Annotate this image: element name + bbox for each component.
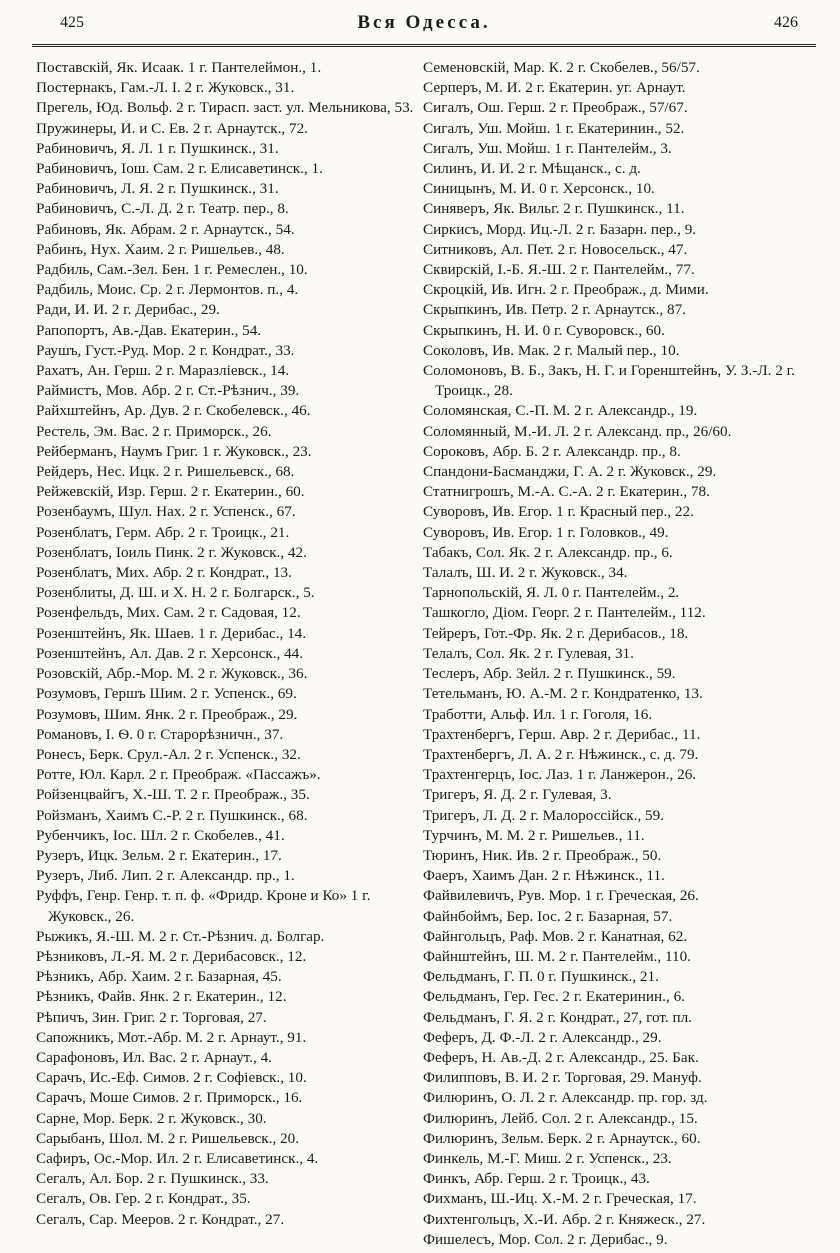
directory-entry: Сафиръ, Ос.-Мор. Ил. 2 г. Елисаветинск., 4. bbox=[36, 1149, 319, 1167]
directory-entry: Филюринъ, Зельм. Берк. 2 г. Арнаутск., 60. bbox=[423, 1129, 701, 1147]
directory-entry: Сигалъ, Ош. Герш. 2 г. Преображ., 57/67. bbox=[423, 99, 688, 117]
directory-entry: Финкель, М.-Г. Миш. 2 г. Успенск., 23. bbox=[423, 1149, 672, 1167]
directory-entry: Розовскій, Абр.-Мор. М. 2 г. Жуковск., 36. bbox=[36, 665, 308, 683]
directory-entry: Руффъ, Генр. Генр. т. п. ф. «Фридр. Кроне и Ко» 1 г. Жуковск., 26. bbox=[36, 887, 371, 925]
directory-entry: Серперъ, М. И. 2 г. Екатерин. уг. Арнаут. bbox=[423, 79, 686, 97]
directory-entry: Сегалъ, Сар. Мееров. 2 г. Кондрат., 27. bbox=[36, 1210, 285, 1228]
directory-entry: Рестель, Эм. Вас. 2 г. Приморск., 26. bbox=[36, 422, 272, 440]
directory-entry: Семеновскій, Мар. К. 2 г. Скобелев., 56/57. bbox=[423, 59, 700, 76]
directory-entry: Скрыпкинъ, Н. И. 0 г. Суворовск., 60. bbox=[423, 321, 665, 339]
directory-entry: Рейжевскій, Изр. Герш. 2 г. Екатерин., 60. bbox=[36, 483, 305, 501]
directory-entry: Сарачъ, Ис.-Еф. Симов. 2 г. Софіевск., 10. bbox=[36, 1069, 307, 1087]
directory-entry: Соломоновъ, В. Б., Закъ, Н. Г. и Горенштейнъ, У. З.-Л. 2 г. Троицк., 28. bbox=[423, 362, 795, 400]
directory-entry: Розенблатъ, Іоиль Пинк. 2 г. Жуковск., 42. bbox=[36, 543, 307, 561]
directory-entry: Розумовъ, Шим. Янк. 2 г. Преображ., 29. bbox=[36, 705, 298, 723]
directory-entry: Тработти, Альф. Ил. 1 г. Гоголя, 16. bbox=[423, 705, 653, 723]
directory-entry: Сегалъ, Ов. Гер. 2 г. Кондрат., 35. bbox=[36, 1190, 251, 1208]
directory-entry: Скрыпкинъ, Ив. Петр. 2 г. Арнаутск., 87. bbox=[423, 301, 687, 319]
directory-entry: Рѣзниковъ, Л.-Я. М. 2 г. Дерибасовск., 12. bbox=[36, 947, 307, 965]
directory-entry: Фихтенгольцъ, Х.-И. Абр. 2 г. Княжеск., 27. bbox=[423, 1210, 706, 1228]
directory-entry: Тарнопольскій, Я. Л. 0 г. Пантелейм., 2. bbox=[423, 584, 680, 602]
directory-entry: Файнбоймъ, Бер. Іос. 2 г. Базарная, 57. bbox=[423, 907, 673, 925]
directory-entry: Скроцкій, Ив. Игн. 2 г. Преображ., д. Мими. bbox=[423, 281, 709, 299]
directory-entry: Раушъ, Густ.-Руд. Мор. 2 г. Кондрат., 33. bbox=[36, 341, 295, 359]
directory-entry: Розенштейнъ, Ал. Дав. 2 г. Херсонск., 44. bbox=[36, 644, 304, 662]
directory-entry: Филюринъ, О. Л. 2 г. Александр. пр. гор. зд. bbox=[423, 1089, 708, 1107]
directory-entry: Соколовъ, Ив. Мак. 2 г. Малый пер., 10. bbox=[423, 341, 680, 359]
directory-entry: Трахтенбергъ, Герш. Авр. 2 г. Дерибас., 11. bbox=[423, 725, 701, 743]
header-rule bbox=[32, 44, 816, 47]
directory-entry: Ради, И. И. 2 г. Дерибас., 29. bbox=[36, 301, 220, 319]
directory-entry: Соломянская, С.-П. М. 2 г. Александр., 19. bbox=[423, 402, 698, 420]
directory-entry: Силинъ, И. И. 2 г. Мѣщанск., с. д. bbox=[423, 160, 641, 178]
directory-entry: Тригеръ, Л. Д. 2 г. Малороссійск., 59. bbox=[423, 806, 665, 824]
directory-entry: Фихманъ, Ш.-Иц. Х.-М. 2 г. Греческая, 17. bbox=[423, 1190, 697, 1208]
directory-entry: Ротте, Юл. Карл. 2 г. Преображ. «Пассажъ». bbox=[36, 766, 321, 784]
directory-entry: Романовъ, І. Ѳ. 0 г. Старорѣзничн., 37. bbox=[36, 725, 284, 743]
directory-entry: Ситниковъ, Ал. Пет. 2 г. Новосельск., 47. bbox=[423, 240, 688, 258]
right-column bbox=[423, 58, 823, 1250]
directory-entry: Сарачъ, Моше Симов. 2 г. Приморск., 16. bbox=[36, 1089, 303, 1107]
directory-entry: Сороковъ, Абр. Б. 2 г. Александр. пр., 8. bbox=[423, 442, 681, 460]
directory-entry: Талалъ, Ш. И. 2 г. Жуковск., 34. bbox=[423, 564, 628, 582]
directory-entry: Розенблиты, Д. Ш. и Х. Н. 2 г. Болгарск., 5. bbox=[36, 584, 315, 602]
directory-entry: Соломянный, М.-И. Л. 2 г. Александ. пр., 26/60. bbox=[423, 422, 732, 440]
directory-entry: Рабиновичъ, Я. Л. 1 г. Пушкинск., 31. bbox=[36, 139, 279, 157]
directory-entry: Теслеръ, Абр. Зейл. 2 г. Пушкинск., 59. bbox=[423, 665, 676, 683]
directory-entry: Статнигрошъ, М.-А. С.-А. 2 г. Екатерин., 78. bbox=[423, 483, 710, 501]
page-number-right: 426 bbox=[774, 14, 798, 31]
directory-entry: Рѣзникъ, Файв. Янк. 2 г. Екатерин., 12. bbox=[36, 988, 287, 1006]
page-title: Вся Одесса. bbox=[357, 12, 491, 33]
directory-entry: Филюринъ, Лейб. Сол. 2 г. Александр., 15. bbox=[423, 1109, 698, 1127]
directory-entry: Розенфельдъ, Мих. Сам. 2 г. Садовая, 12. bbox=[36, 604, 301, 622]
directory-entry: Рузеръ, Ицк. Зельм. 2 г. Екатерин., 17. bbox=[36, 846, 282, 864]
directory-entry: Раймистъ, Мов. Абр. 2 г. Ст.-Рѣзнич., 39. bbox=[36, 382, 300, 400]
directory-entry: Тетельманъ, Ю. А.-М. 2 г. Кондратенко, 13. bbox=[423, 685, 703, 703]
directory-entry: Табакъ, Сол. Як. 2 г. Александр. пр., 6. bbox=[423, 543, 673, 561]
directory-entry: Прегель, Юд. Вольф. 2 г. Тирасп. заст. ул. Мельникова, 53. bbox=[36, 99, 414, 117]
directory-entry: Розенблатъ, Мих. Абр. 2 г. Кондрат., 13. bbox=[36, 564, 292, 582]
directory-entry: Фельдманъ, Гер. Гес. 2 г. Екатеринин., 6. bbox=[423, 988, 685, 1006]
directory-entry: Рейдеръ, Нес. Ицк. 2 г. Ришельевск., 68. bbox=[36, 463, 295, 481]
directory-entry: Постернакъ, Гам.-Л. І. 2 г. Жуковск., 31. bbox=[36, 79, 295, 97]
directory-entry: Ройзенцвайгъ, Х.-Ш. Т. 2 г. Преображ., 35. bbox=[36, 786, 310, 804]
directory-entry: Рѣзникъ, Абр. Хаим. 2 г. Базарная, 45. bbox=[36, 968, 282, 986]
directory-entry: Рабинъ, Нух. Хаим. 2 г. Ришельев., 48. bbox=[36, 240, 285, 258]
directory-entry: Сапожникъ, Мот.-Абр. М. 2 г. Арнаут., 91. bbox=[36, 1028, 307, 1046]
directory-entry: Фаеръ, Хаимъ Дан. 2 г. Нѣжинск., 11. bbox=[423, 867, 665, 885]
directory-entry: Фельдманъ, Г. П. 0 г. Пушкинск., 21. bbox=[423, 968, 659, 986]
directory-entry: Сквирскій, І.-Б. Я.-Ш. 2 г. Пантелейм., 77. bbox=[423, 261, 695, 279]
directory-entry: Турчинъ, М. М. 2 г. Ришельев., 11. bbox=[423, 826, 645, 844]
directory-entry: Радбиль, Моис. Ср. 2 г. Лермонтов. п., 4. bbox=[36, 281, 299, 299]
directory-entry: Файвилевичъ, Рув. Мор. 1 г. Греческая, 26. bbox=[423, 887, 699, 905]
directory-entry: Радбиль, Сам.-Зел. Бен. 1 г. Ремеслен., 10. bbox=[36, 261, 308, 279]
directory-entry: Сегалъ, Ал. Бор. 2 г. Пушкинск., 33. bbox=[36, 1170, 269, 1188]
directory-entry: Сигалъ, Уш. Мойш. 1 г. Екатеринин., 52. bbox=[423, 119, 685, 137]
directory-entry: Розумовъ, Гершъ Шим. 2 г. Успенск., 69. bbox=[36, 685, 297, 703]
directory-entry: Рабиновичъ, С.-Л. Д. 2 г. Театр. пер., 8. bbox=[36, 200, 289, 218]
directory-entry: Рабиновичъ, Іош. Сам. 2 г. Елисаветинск., 1. bbox=[36, 160, 323, 178]
directory-entry: Сарне, Мор. Берк. 2 г. Жуковск., 30. bbox=[36, 1109, 267, 1127]
page-header bbox=[30, 14, 818, 40]
directory-entry: Тейреръ, Гот.-Фр. Як. 2 г. Дерибасов., 18. bbox=[423, 624, 689, 642]
directory-entry: Фельдманъ, Г. Я. 2 г. Кондрат., 27, гот. пл. bbox=[423, 1008, 692, 1026]
directory-entry: Суворовъ, Ив. Егор. 1 г. Головков., 49. bbox=[423, 523, 669, 541]
directory-entry: Ронесъ, Берк. Срул.-Ал. 2 г. Успенск., 32. bbox=[36, 745, 301, 763]
directory-entry: Розенблатъ, Герм. Абр. 2 г. Троицк., 21. bbox=[36, 523, 290, 541]
directory-entry: Феферъ, Н. Ав.-Д. 2 г. Александр., 25. Бак. bbox=[423, 1048, 699, 1066]
directory-entry: Феферъ, Д. Ф.-Л. 2 г. Александр., 29. bbox=[423, 1028, 662, 1046]
directory-entry: Телалъ, Сол. Як. 2 г. Гулевая, 31. bbox=[423, 644, 634, 662]
directory-entry: Ройзманъ, Хаимъ С.-Р. 2 г. Пушкинск., 68. bbox=[36, 806, 308, 824]
directory-entry: Рубенчикъ, Іос. Шл. 2 г. Скобелев., 41. bbox=[36, 826, 285, 844]
directory-entry: Синицынъ, М. И. 0 г. Херсонск., 10. bbox=[423, 180, 655, 198]
directory-entry: Рыжикъ, Я.-Ш. М. 2 г. Ст.-Рѣзнич. д. Болгар. bbox=[36, 927, 325, 945]
directory-entry: Финкъ, Абр. Герш. 2 г. Троицк., 43. bbox=[423, 1170, 650, 1188]
directory-entry: Сиркисъ, Морд. Иц.-Л. 2 г. Базарн. пер., 9. bbox=[423, 220, 697, 238]
directory-entry: Райхштейнъ, Ар. Дув. 2 г. Скобелевск., 46. bbox=[36, 402, 311, 420]
directory-entry: Сарыбанъ, Шол. М. 2 г. Ришельевск., 20. bbox=[36, 1129, 300, 1147]
directory-entry: Рабиновичъ, Л. Я. 2 г. Пушкинск., 31. bbox=[36, 180, 279, 198]
directory-entry: Пружинеры, И. и С. Ев. 2 г. Арнаутск., 72. bbox=[36, 119, 308, 137]
directory-entry: Синяверъ, Як. Вильг. 2 г. Пушкинск., 11. bbox=[423, 200, 685, 218]
directory-entry: Файнштейнъ, Ш. М. 2 г. Пантелейм., 110. bbox=[423, 947, 691, 965]
directory-entry: Рапопортъ, Ав.-Дав. Екатерин., 54. bbox=[36, 321, 262, 339]
directory-entry: Рѣпичъ, Зин. Григ. 2 г. Торговая, 27. bbox=[36, 1008, 267, 1026]
directory-entry: Розенштейнъ, Як. Шаев. 1 г. Дерибас., 14. bbox=[36, 624, 307, 642]
directory-entry: Рахатъ, Ан. Герш. 2 г. Маразліевск., 14. bbox=[36, 362, 290, 380]
directory-entry: Фишелесъ, Мор. Сол. 2 г. Дерибас., 9. bbox=[423, 1230, 668, 1248]
directory-entry: Тюринъ, Ник. Ив. 2 г. Преображ., 50. bbox=[423, 846, 662, 864]
directory-entry: Суворовъ, Ив. Егор. 1 г. Красный пер., 22. bbox=[423, 503, 694, 521]
directory-entry: Сигалъ, Уш. Мойш. 1 г. Пантелейм., 3. bbox=[423, 139, 672, 157]
directory-entry: Ташкогло, Діом. Георг. 2 г. Пантелейм., 112. bbox=[423, 604, 706, 622]
directory-entry: Сарафоновъ, Ил. Вас. 2 г. Арнаут., 4. bbox=[36, 1048, 272, 1066]
directory-entry: Рабиновъ, Як. Абрам. 2 г. Арнаутск., 54. bbox=[36, 220, 295, 238]
directory-entry: Файнгольцъ, Раф. Мов. 2 г. Канатная, 62. bbox=[423, 927, 688, 945]
directory-entry: Рузеръ, Либ. Лип. 2 г. Александр. пр., 1. bbox=[36, 867, 295, 885]
directory-entry: Тригеръ, Я. Д. 2 г. Гулевая, 3. bbox=[423, 786, 612, 804]
directory-entry: Рейберманъ, Наумъ Григ. 1 г. Жуковск., 23. bbox=[36, 442, 312, 460]
directory-entry: Трахтенбергъ, Л. А. 2 г. Нѣжинск., с. д. 79. bbox=[423, 745, 699, 763]
directory-entry: Спандони-Басманджи, Г. А. 2 г. Жуковск., 29. bbox=[423, 463, 717, 481]
directory-entry: Поставскій, Як. Исаак. 1 г. Пантелеймон., 1. bbox=[36, 59, 322, 76]
directory-entry: Трахтенгерцъ, Іос. Лаз. 1 г. Ланжерон., 26. bbox=[423, 766, 697, 784]
directory-entry: Розенбаумъ, Шул. Нах. 2 г. Успенск., 67. bbox=[36, 503, 296, 521]
directory-entry: Филипповъ, В. И. 2 г. Торговая, 29. Мануф. bbox=[423, 1069, 702, 1087]
page-number-left: 425 bbox=[60, 14, 84, 31]
left-column bbox=[36, 58, 431, 1230]
